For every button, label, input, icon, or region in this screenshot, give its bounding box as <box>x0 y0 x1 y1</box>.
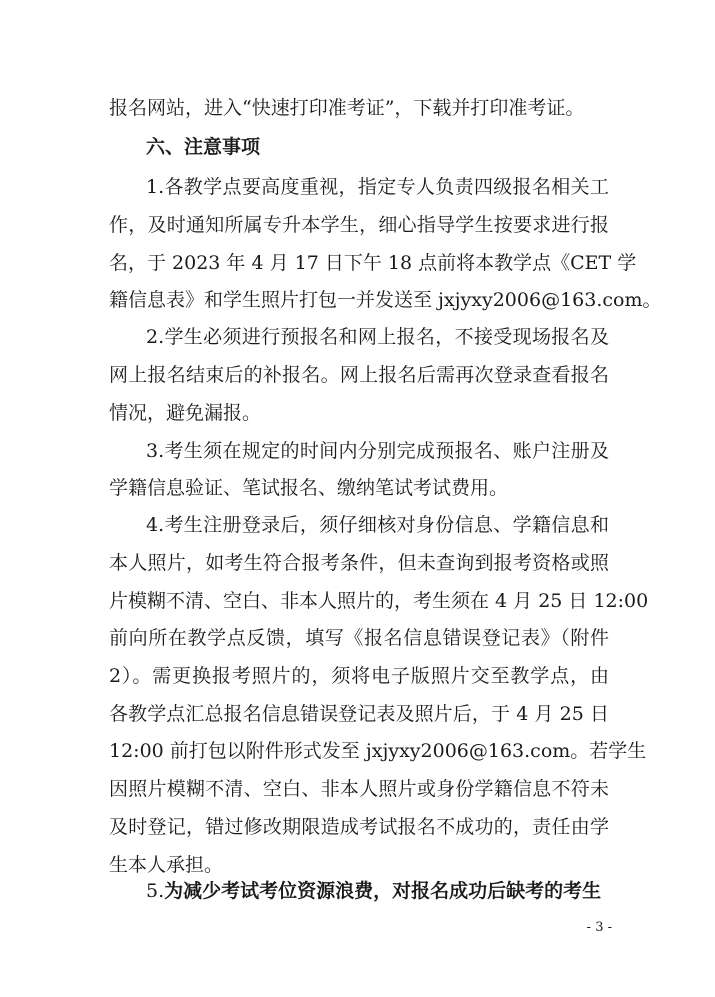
paragraph-line: 3.考生须在规定的时间内分别完成预报名、账户注册及 <box>146 440 609 462</box>
item-number: 5. <box>146 880 165 902</box>
paragraph-line: 籍信息表》和学生照片打包一并发送至 jxjyxy2006@163.com。 <box>109 289 662 311</box>
paragraph-line: 2）。需更换报考照片的，须将电子版照片交至教学点，由 <box>109 665 609 687</box>
paragraph-line: 生本人承担。 <box>109 854 224 876</box>
paragraph-line: 学籍信息验证、笔试报名、缴纳笔试考试费用。 <box>109 477 509 499</box>
paragraph-line: 网上报名结束后的补报名。网上报名后需再次登录查看报名 <box>109 364 609 386</box>
paragraph-line <box>146 874 609 908</box>
paragraph-line: 名，于 2023 年 4 月 17 日下午 18 点前将本教学点《CET 学 <box>109 252 637 274</box>
paragraph-line: 2.学生必须进行预报名和网上报名，不接受现场报名及 <box>146 326 609 348</box>
paragraph-line: 因照片模糊不清、空白、非本人照片或身份学籍信息不符未 <box>109 778 609 800</box>
paragraph-line: 片模糊不清、空白、非本人照片的，考生须在 4 月 25 日 12:00 <box>109 590 649 612</box>
paragraph-line: 情况，避免漏报。 <box>109 402 262 424</box>
paragraph-line: 12:00 前打包以附件形式发至 jxjyxy2006@163.com。若学生 <box>109 740 647 762</box>
page-number: - 3 - <box>586 920 612 935</box>
paragraph-line: 及时登记，错过修改期限造成考试报名不成功的，责任由学 <box>109 816 609 838</box>
bold-text: 为减少考试考位资源浪费，对报名成功后缺考的考生 <box>164 880 602 902</box>
paragraph-line: 前向所在教学点反馈，填写《报名信息错误登记表》（附件 <box>109 627 609 649</box>
section-heading: 六、注意事项 <box>146 136 261 158</box>
paragraph-line: 本人照片，如考生符合报考条件，但未查询到报考资格或照 <box>109 552 609 574</box>
paragraph-line: 1.各教学点要高度重视，指定专人负责四级报名相关工 <box>146 176 609 198</box>
paragraph-line: 4.考生注册登录后，须仔细核对身份信息、学籍信息和 <box>146 514 609 536</box>
paragraph-line: 作，及时通知所属专升本学生，细心指导学生按要求进行报 <box>109 214 609 236</box>
paragraph-line: 各教学点汇总报名信息错误登记表及照片后，于 4 月 25 日 <box>109 703 609 725</box>
paragraph-line: 报名网站，进入“快速打印准考证”，下载并打印准考证。 <box>109 97 585 119</box>
